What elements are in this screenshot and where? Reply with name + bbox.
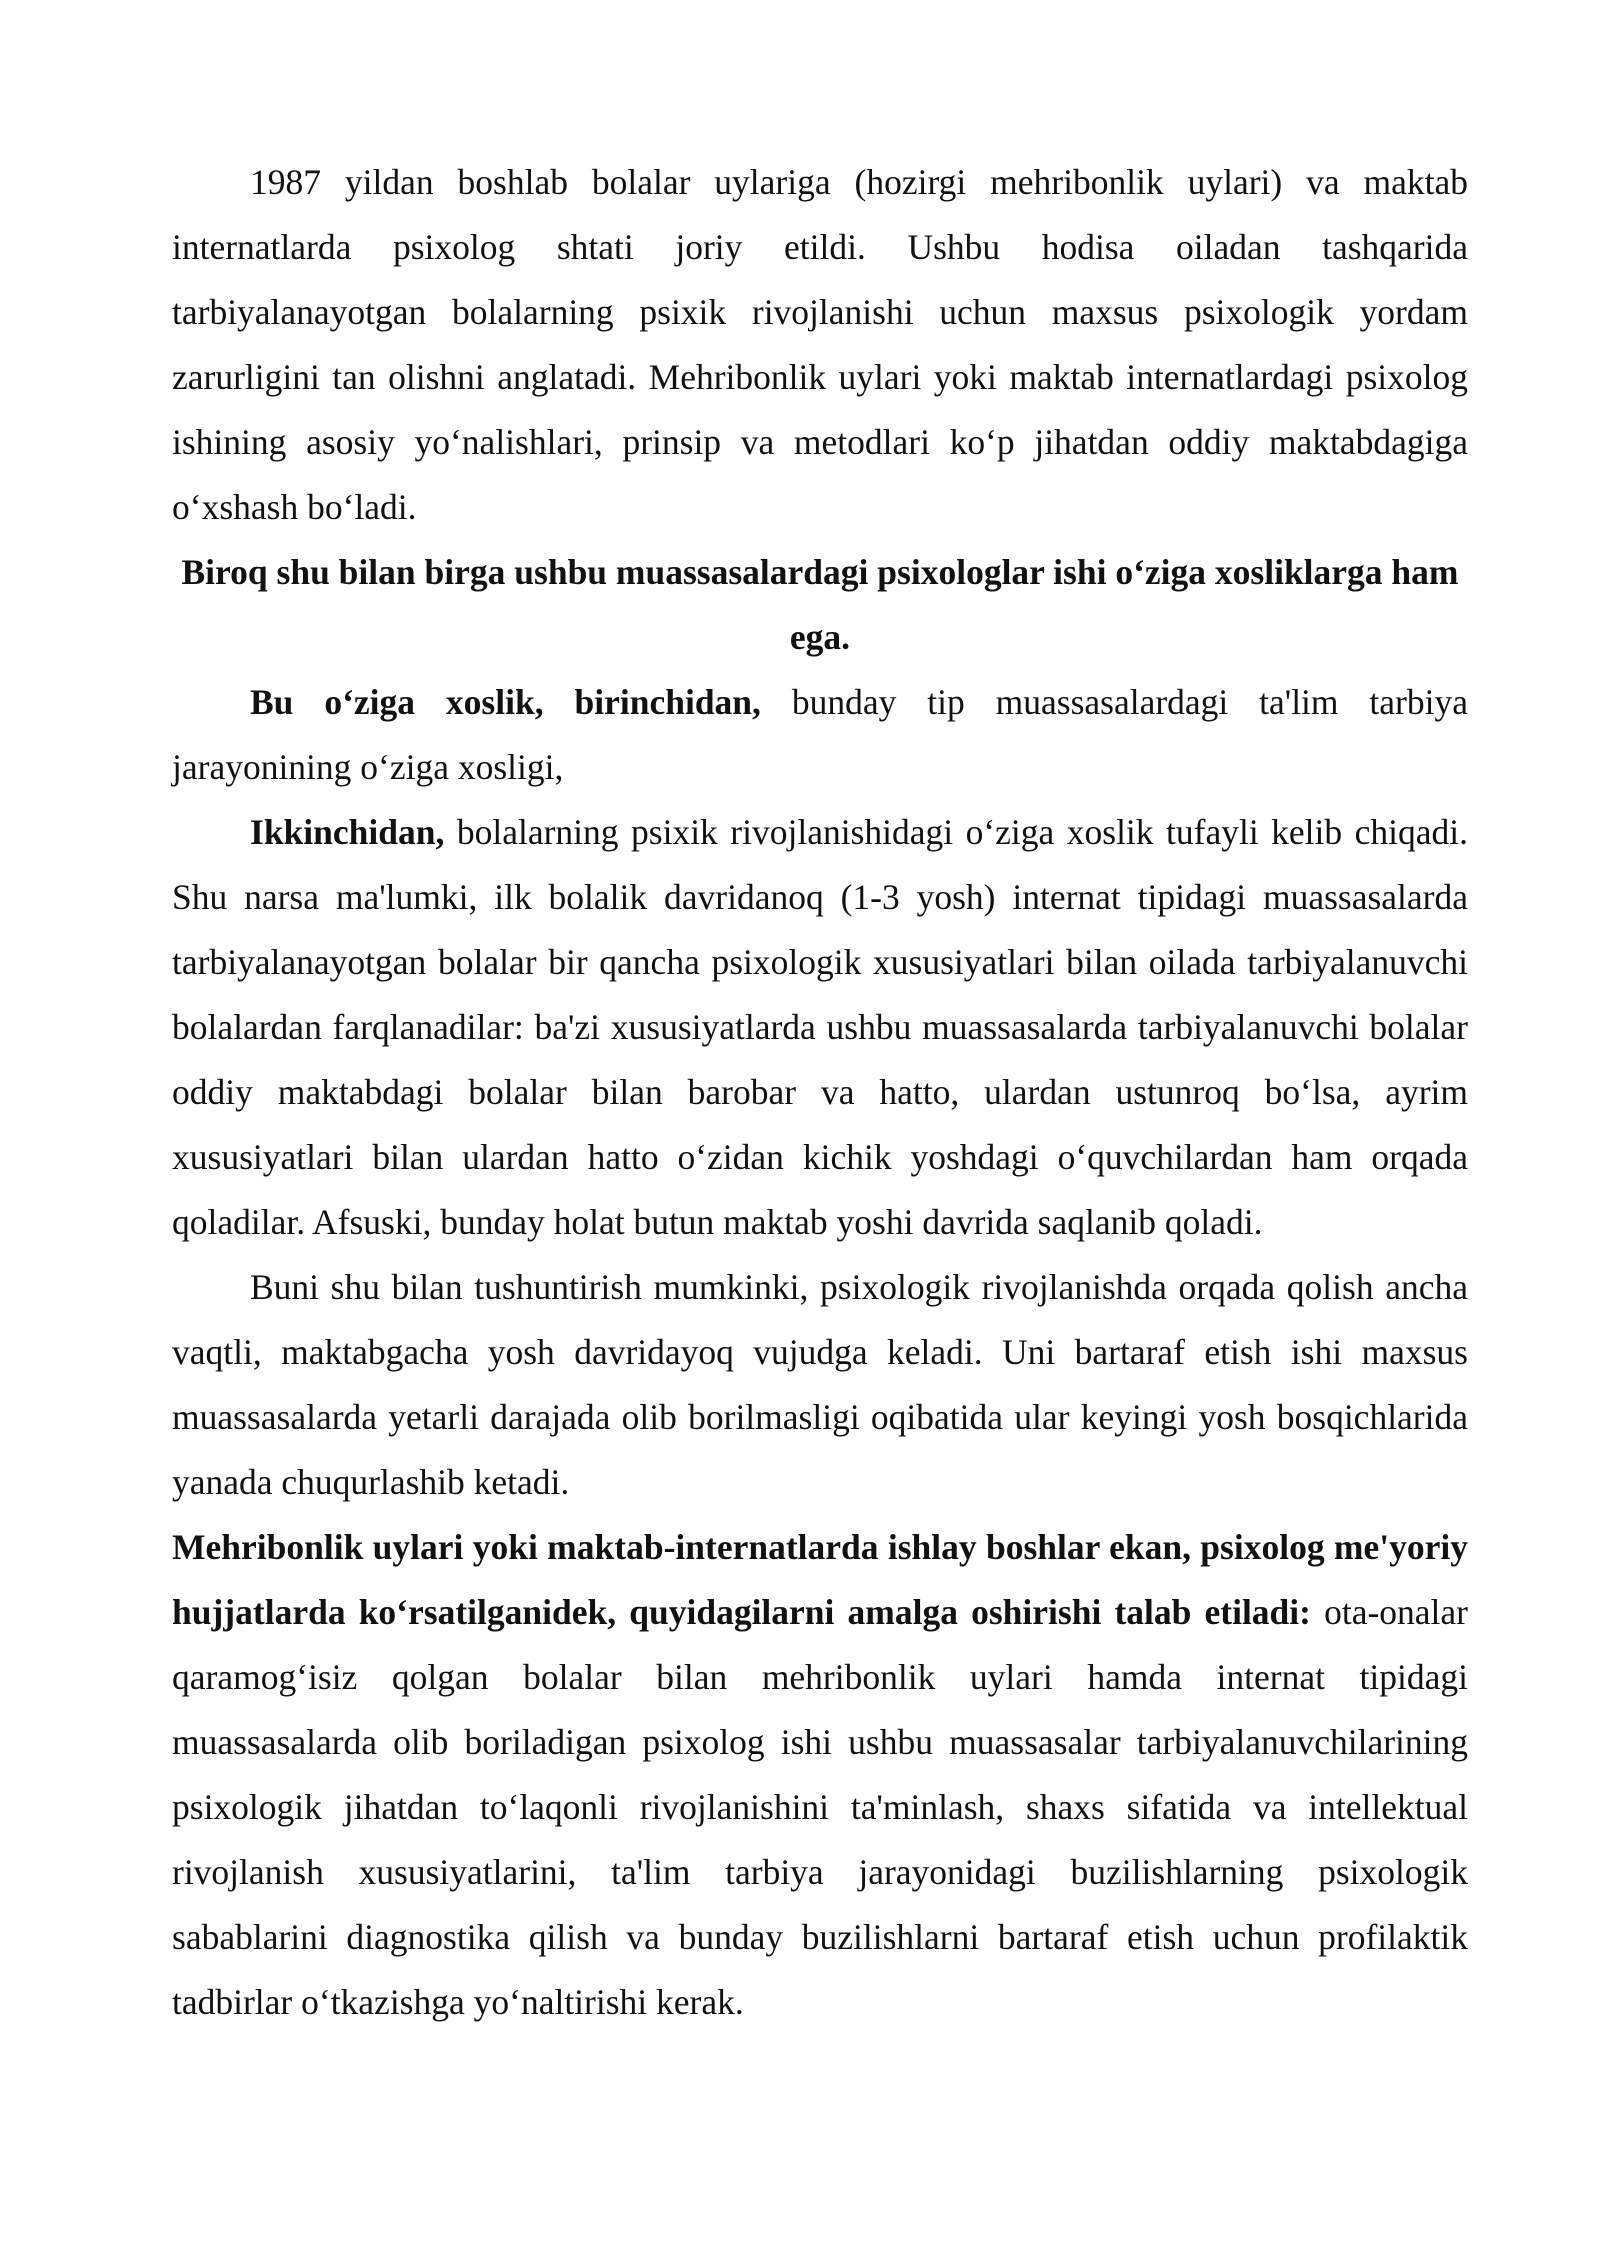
requirements-lead: Mehribonlik uylari yoki maktab-internatlarda ishlay boshlar ekan, psixolog me'yoriy hujjatlarda ko‘rsatilganidek, quyidagilarni amalga oshirishi talab etiladi: bbox=[172, 1527, 1468, 1632]
paragraph-intro: 1987 yildan boshlab bolalar uylariga (hozirgi mehribonlik uylari) va maktab internatlarda psixolog shtati joriy etildi. Ushbu hodisa oiladan tashqarida tarbiyalanayotgan bolalarning psixik rivojlanishi uchun maxsus psixologik yordam zarurligini tan olishni anglatadi. Mehribonlik uylari yoki maktab internatlardagi psixolog ishining asosiy yo‘nalishlari, prinsip va metodlari ko‘p jihatdan oddiy maktabdagiga o‘xshash bo‘ladi. bbox=[172, 162, 1468, 527]
first-feature-text: bunday tip muassasalardagi ta'lim tarbiya jarayonining o‘ziga xosligi, bbox=[172, 682, 1468, 787]
first-feature-lead: Bu o‘ziga xoslik, birinchidan, bbox=[250, 682, 761, 722]
second-feature-lead: Ikkinchidan, bbox=[250, 812, 445, 852]
paragraph-second-feature bbox=[172, 800, 1468, 1255]
paragraph-first-feature bbox=[172, 670, 1468, 800]
section-heading: Biroq shu bilan birga ushbu muassasalardagi psixologlar ishi o‘ziga xosliklarga ham ega. bbox=[181, 552, 1459, 657]
second-feature-text: bolalarning psixik rivojlanishidagi o‘ziga xoslik tufayli kelib chiqadi. Shu narsa ma'lumki, ilk bolalik davridanoq (1-3 yosh) internat tipidagi muassasalarda tarbiyalanayotgan bolalar bir qancha psixologik xususiyatlari bilan oilada tarbiyalanuvchi bolalardan farqlanadilar: ba'zi xususiyatlarda ushbu muassasalarda tarbiyalanuvchi bolalar oddiy maktabdagi bolalar bilan barobar va hatto, ulardan ustunroq bo‘lsa, ayrim xususiyatlari bilan ulardan hatto o‘zidan kichik yoshdagi o‘quvchilardan ham orqada qoladilar. Afsuski, bunday holat butun maktab yoshi davrida saqlanib qoladi. bbox=[172, 812, 1468, 1242]
paragraph-requirements bbox=[172, 1515, 1468, 2035]
requirements-text: ota-onalar qaramog‘isiz qolgan bolalar bilan mehribonlik uylari hamda internat tipidagi muassasalarda olib boriladigan psixolog ishi ushbu muassasalar tarbiyalanuvchilarining psixologik jihatdan to‘laqonli rivojlanishini ta'minlash, shaxs sifatida va intellektual rivojlanish xususiyatlarini, ta'lim tarbiya jarayonidagi buzilishlarning psixologik sabablarini diagnostika qilish va bunday buzilishlarni bartaraf etish uchun profilaktik tadbirlar o‘tkazishga yo‘naltirishi kerak. bbox=[172, 1592, 1469, 2022]
paragraph-explanation: Buni shu bilan tushuntirish mumkinki, psixologik rivojlanishda orqada qolish ancha vaqtli, maktabgacha yosh davridayoq vujudga keladi. Uni bartaraf etish ishi maxsus muassasalarda yetarli darajada olib borilmasligi oqibatida ular keyingi yosh bosqichlarida yanada chuqurlashib ketadi. bbox=[172, 1267, 1468, 1502]
document-page bbox=[172, 150, 1468, 2035]
